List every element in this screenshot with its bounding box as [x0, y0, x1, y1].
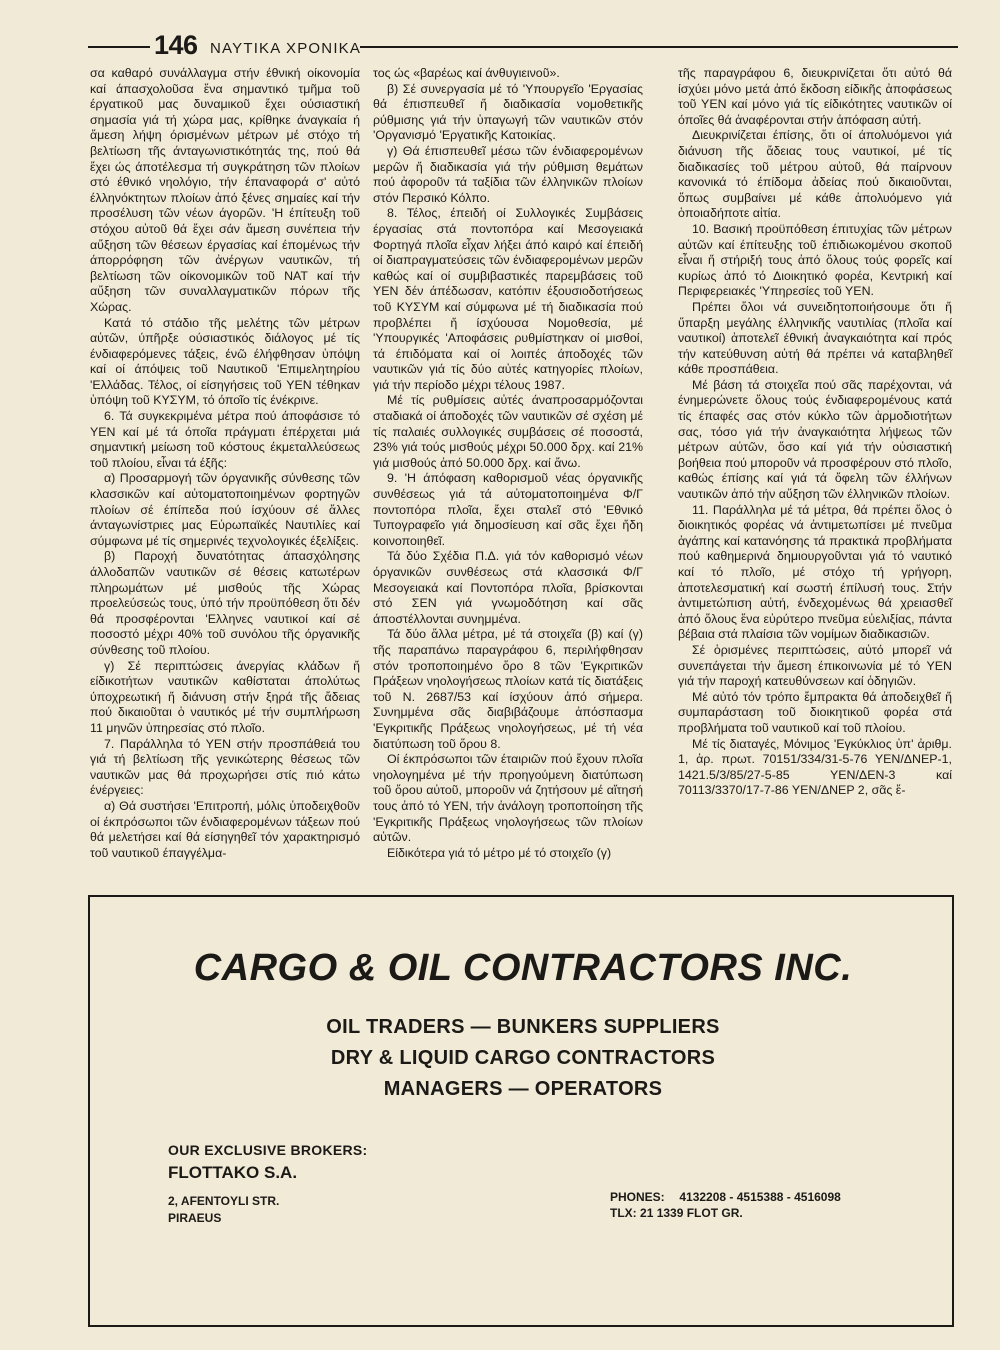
brokers-address — [168, 1193, 368, 1227]
paragraph: Οί έκπρόσωποι τῶν έταιριῶν πού ἔχουν πλοῖα νηολογημένα μέ τήν προηγούμενη διατύπωση τοῦ ὅρου αὐτοῦ, μποροῦν νά ζητήσουν μέ αἴτησή τους ἀπό τό ΥΕΝ, τήν ἀνάλογη τροποποίηση τῆς 'Εγκριτικῆς Πράξεως νηολογήσεως τῶν πλοίων αὐτῶν. — [373, 752, 643, 845]
paragraph: β) Σέ συνεργασία μέ τό 'Υπουργεῖο 'Εργασίας θά έπισπευθεῖ ἤ διαδικασία νομοθετικῆς ρύθμισης γιά τήν ὑπαγωγή τῶν ναυτικῶν στόν 'Οργανισμό 'Εργατικῆς Κατοικίας. — [373, 81, 643, 143]
header-rule-right — [360, 46, 958, 48]
header-rule-left — [88, 46, 150, 48]
paragraph: Είδικότερα γιά τό μέτρο μέ τό στοιχεῖο (γ) — [387, 845, 612, 860]
paragraph: Μέ αὐτό τόν τρόπο ἔμπρακτα θά ἀποδειχθεῖ ἤ συμπαράσταση τοῦ διοικητικοῦ φορέα στά προβλήματα τοῦ ναυτικοῦ καί τοῦ πλοίου. — [678, 689, 952, 735]
paragraph: β) Παροχή δυνατότητας άπασχόλησης άλλοδαπῶν ναυτικῶν σέ θέσεις κατωτέρων πληρωμάτων μέ μισθούς τῆς Χώρας προελεύσεώς τους, ὑπό τήν προϋπόθεση ὅτι δέν θά προσφέρονται 'Ελληνες ναυτικοί καί σέ ποσοστό μέχρι 40% τοῦ συνόλου τῆς όργανικῆς σύνθεσης τοῦ πλοίου. — [90, 549, 360, 657]
paragraph: τος ώς «βαρέως καί άνθυγιεινοῦ». — [373, 66, 560, 80]
paragraph: Μέ τίς ρυθμίσεις αὐτές άναπροσαρμόζονται σταδιακά οί άποδοχές τῶν ναυτικῶν σέ σχέση μέ τίς παλαιές συλλογικές συμβάσεις σέ ποσοστά, 23% γιά τούς μισθούς μέχρι 50.000 δρχ. καί 21% γιά μισθούς ἀπό 50.000 δρχ. καί ἄνω. — [373, 393, 643, 470]
paragraph: Σέ ὁρισμένες περιπτώσεις, αὐτό μπορεῖ νά συνεπάγεται τήν ἄμεση έπικοινωνία μέ τό ΥΕΝ γιά τήν παροχή κατευθύνσεων καί ὁδηγιῶν. — [678, 642, 952, 689]
paragraph: σα καθαρό συνάλλαγμα στήν έθνική οίκονομία καί άπασχολοῦσα ἕνα σημαντικό τμῆμα τοῦ έργατικοῦ μας δυναμικοῦ ἔχει ούσιαστική σημασία γιά τή χώρα μας, κρίθηκε άναγκαία ή ἄμεση λήψη όρισμένων μέτρων μέ στόχο τή βελτίωση τῆς άνταγωνιστικότητάς της, πού θά ἔχει ώς άποτέλεσμα τή συγκράτηση τῶν πλοίων στό έθνικό νηολόγιο, τήν έπαναφορά σ' αὐτό έλληνόκτητων πλοίων ἀπό ξένες σημαίες καί τήν προσέλυση τῶν νέων άγορῶν. 'Η έπίτευξη τοῦ στόχου αὐτοῦ θά ἔχει σάν ἄμεση συνέπεια τήν αὔξηση τῶν θέσεων έργασίας καί έπομένως τήν άπορρόφηση τῶν ἀνέργων ναυτικῶν, τή βελτίωση τῶν οίκονομικῶν τοῦ ΝΑΤ καί τήν αὔξηση τῶν συναλλαγματικῶν πόρων τῆς Χώρας. — [90, 66, 360, 314]
article-column-3 — [678, 66, 952, 799]
ad-brokers — [168, 1142, 368, 1227]
brokers-label: OUR EXCLUSIVE BROKERS: — [168, 1142, 368, 1158]
telex-label: TLX: — [610, 1206, 637, 1220]
paragraph: 10. Βασική προϋπόθεση έπιτυχίας τῶν μέτρων αὐτῶν καί έπίτευξης τοῦ έπιδιωκομένου σκοποῦ εἶναι ἤ στήριξή τους ἀπό ὅλους τούς φορεῖς καί κυρίως ἀπό τό Διοικητικό φορέα, Κεντρική καί Περιφερειακές 'Υπηρεσίες τοῦ ΥΕΝ. — [678, 221, 952, 299]
paragraph: 8. Τέλος, έπειδή οί Συλλογικές Συμβάσεις έργασίας στά ποντοπόρα καί Μεσογειακά Φορτηγά πλοῖα εἶχαν λήξει άπό καιρό καί έπειδή οί διαπραγματεύσεις τῶν ένδιαφερομένων μερῶν καθώς καί οί συμβιβαστικές παρεμβάσεις τοῦ ΥΕΝ δέν άπέδωσαν, κατόπιν έξουσιοδοτήσεως τοῦ ΚΥΣΥΜ καί σύμφωνα μέ τή διαδικασία πού προβλέπει ἤ ίσχύουσα Νομοθεσία, μέ 'Υπουργικές 'Αποφάσεις ρυθμίστηκαν οί μισθοί, τά έπιδόματα καί οί λοιπές άποδοχές τῶν ναυτικῶν γιά τίς δύο αὐτές κατηγορίες πλοίων, γιά τήν περίοδο μέχρι τέλους 1987. — [373, 206, 643, 392]
paragraph: Τά δύο Σχέδια Π.Δ. γιά τόν καθορισμό νέων όργανικῶν συνθέσεως στά κλασσικά Φ/Γ Μεσογειακά καί Ποντοπόρα πλοῖα, βρίσκονται στό ΣΕΝ γιά γνωμοδότηση καί σᾶς άποστέλλονται συνημμένα. — [373, 549, 643, 626]
paragraph: Τά δύο ἄλλα μέτρα, μέ τά στοιχεῖα (β) καί (γ) τῆς παραπάνω παραγράφου 6, περιλήφθησαν στόν τροποποιημένο ὅρο 8 τῶν 'Εγκριτικῶν Πράξεων νηολογήσεως πλοίων κατά τίς διατάξεις τοῦ Ν. 2687/53 καί ίσχύουν ἀπό σήμερα. Συνημμένα σᾶς διαβιβάζουμε ἀπόσπασμα 'Εγκριτικῆς Πράξεως νηολογήσεως, μέ τή νέα διατύπωση τοῦ ὅρου 8. — [373, 627, 643, 751]
page-header — [88, 30, 958, 60]
paragraph: 7. Παράλληλα τό ΥΕΝ στήν προσπάθειά του γιά τή βελτίωση τῆς γενικώτερης θέσεως τῶν ναυτικῶν μας θά προχωρήσει στίς πιό κάτω ένέργειες: — [90, 736, 360, 798]
ad-service-line: OIL TRADERS — BUNKERS SUPPLIERS — [326, 1016, 720, 1038]
phones-label: PHONES: — [610, 1190, 665, 1204]
paragraph: 9. 'Η άπόφαση καθορισμοῦ νέας όργανικῆς συνθέσεως γιά τά αὐτοματοποιημένα Φ/Γ ποντοπόρα πλοῖα, ἔχει σταλεῖ στό 'Εθνικό Τυπογραφεῖο γιά δημοσίευση καί σᾶς ἔχει ἤδη κοινοποιηθεῖ. — [373, 471, 643, 548]
brokers-name: FLOTTAKO S.A. — [168, 1163, 298, 1182]
page-number: 146 — [154, 30, 198, 60]
paragraph: Πρέπει ὅλοι νά συνειδητοποιήσουμε ὅτι ἤ ὕπαρξη μεγάλης έλληνικῆς ναυτιλίας (πλοῖα καί ναυτικοί) ἀποτελεῖ έθνική ἀναγκαιότητα καί πρός τήν κατεύθυνση αὐτή θά πρέπει νά καταβληθεῖ κάθε προσπάθεια. — [678, 299, 952, 377]
article-column-1 — [90, 66, 360, 861]
paragraph: α) Προσαρμογή τῶν όργανικῆς σύνθεσης τῶν κλασσικῶν καί αὐτοματοποιημένων φορτηγῶν πλοίων σέ έπίπεδα πού ίσχύουν σέ ἄλλες άνταγωνίστριες μας Εὐρωπαϊκές Ναυτιλίες καί σύμφωνα μέ τίς σημερινές τεχνολογικές έξελίξεις. — [90, 471, 360, 548]
paragraph: Διευκρινίζεται έπίσης, ὅτι οί άπολυόμενοι γιά διάνυση τῆς ἄδειας τους ναυτικοί, μέ τίς διαδικασίες τοῦ μέτρου αὐτοῦ, θά παίρνουν κανονικά τό έπίδομα ἀδείας πού δικαιοῦνται, ὅπως συμβαίνει μέ κάθε ἀπολυόμενο γιά ὁποιαδήποτε αἰτία. — [678, 128, 952, 221]
paragraph: 11. Παράλληλα μέ τά μέτρα, θά πρέπει ὅλος ὁ διοικητικός φορέας νά ἀντιμετωπίσει μέ πνεῦμα ἀγάπης καί κατανόησης τά πρακτικά προβλήματα πού καθημερινά δημιουργοῦνται γιά τό ναυτικό καί τό πλοῖο, μέ στόχο τή γρήγορη, ἀποτελεσματική καί σωστή έπίλυσή τους. Στήν ἀντιμετώπιση αὐτή, ένδεχομένως θά χρειασθεῖ ἀπό ὅλους ἕνα εὐρύτερο πνεῦμα εὐελιξίας, πάντα βέβαια στά πλαίσια τῶν νομίμων διαδικασιῶν. — [678, 502, 952, 642]
paragraph: 6. Τά συγκεκριμένα μέτρα πού άποφάσισε τό ΥΕΝ καί μέ τά όποῖα πράγματι έπέρχεται μιά σημαντική μείωση τοῦ κόστους έκμεταλλεύσεως τοῦ πλοίου, εἶναι τά έξῆς: — [90, 409, 360, 470]
advertisement-box — [88, 895, 954, 1327]
paragraph: τῆς παραγράφου 6, διευκρινίζεται ὅτι αὐτό θά ίσχύει μόνο μετά ἀπό ἔκδοση είδικῆς ἀποφάσεως τοῦ ΥΕΝ καί μόνο γιά τίς είδικότητες ναυτικῶν οί όποῖες θά ἀναφέρονται στήν ἀπόφαση αὐτή. — [678, 66, 952, 127]
paragraph: Κατά τό στάδιο τῆς μελέτης τῶν μέτρων αὐτῶν, ύπῆρξε ούσιαστικός διάλογος μέ τίς ένδιαφερόμενες τάξεις, ένῶ έλήφθησαν ὑπόψη καί οί άπόψεις τοῦ Ναυτικοῦ 'Επιμελητηρίου 'Ελλάδας. Τέλος, οί είσηγήσεις τοῦ ΥΕΝ τέθηκαν ὑπόψη τοῦ ΚΥΣΥΜ, τό όποῖο τίς ένέκρινε. — [90, 315, 360, 408]
ad-services — [90, 1012, 956, 1105]
address-line: 2, AFENTOYLI STR. — [168, 1194, 280, 1208]
ad-contact — [610, 1189, 841, 1221]
telex-row — [610, 1205, 841, 1221]
phones-value: 4132208 - 4515388 - 4516098 — [679, 1190, 841, 1204]
ad-service-line: DRY & LIQUID CARGO CONTRACTORS — [330, 1047, 716, 1069]
phones-row — [610, 1189, 841, 1205]
address-line: PIRAEUS — [168, 1211, 222, 1225]
paragraph: γ) Σέ περιπτώσεις άνεργίας κλάδων ἤ είδικοτήτων ναυτικῶν καθίσταται άπολύτως ύποχρεωτική ἤ διάνυση στήν ξηρά τῆς ἄδειας πού δικαιοῦται ὁ ναυτικός μέ τήν συμπλήρωση 11 μηνῶν ὑπηρεσίας στό πλοῖο. — [90, 658, 360, 735]
article-column-2 — [373, 66, 643, 861]
paragraph: Μέ βάση τά στοιχεῖα πού σᾶς παρέχονται, νά ένημερώνετε ὅλους τούς ένδιαφερομένους κατά τίς έπαφές σας στόν κύκλο τῶν ἁρμοδιοτήτων σας, τόσο γιά τήν ἀναγκαιότητα λήψεως τῶν μέτρων αὐτῶν, ὅσο καί γιά τήν οὐσιαστική βοήθεια πού μποροῦν νά προσφέρουν στό πλοῖο, καθώς έπίσης καί γιά τά ὄφελη τῶν έλλήνων ναυτικῶν ἀπό τήν αὔξηση τῶν έλληνικῶν πλοίων. — [678, 377, 952, 502]
paragraph: γ) Θά έπισπευθεῖ μέσω τῶν ένδιαφερομένων μερῶν ἤ διαδικασία γιά τήν ρύθμιση θεμάτων πού ἀφοροῦν τά ταξίδια τῶν έλληνικῶν πλοίων στόν Περσικό Κόλπο. — [373, 143, 643, 205]
magazine-title: ΝΑΥΤΙΚΑ ΧΡΟΝΙΚΑ — [210, 40, 362, 57]
ad-service-line: MANAGERS — OPERATORS — [383, 1078, 663, 1100]
telex-value: 21 1339 FLOT GR. — [640, 1206, 743, 1220]
paragraph: α) Θά συστήσει 'Επιτροπή, μόλις ὑποδειχθοῦν οί έκπρόσωποι τῶν ένδιαφερομένων τάξεων πού θά μελετήσει καί θά είσηγηθεῖ τόν χαρακτηρισμό τοῦ ναυτικοῦ έπαγγέλμα- — [90, 798, 360, 860]
paragraph: Μέ τίς διαταγές, Μόνιμος 'Εγκύκλιος ὑπ' ἀριθμ. 1, ἀρ. πρωτ. 70151/334/31-5-76 ΥΕΝ/ΔΝΕΡ-1, 1421.5/3/85/27-5-85 ΥΕΝ/ΔΕΝ-3 καί 70113/3370/17-7-86 ΥΕΝ/ΔΝΕΡ 2, σᾶς ἔ- — [678, 736, 952, 798]
ad-company-name: CARGO & OIL CONTRACTORS INC. — [193, 947, 853, 989]
